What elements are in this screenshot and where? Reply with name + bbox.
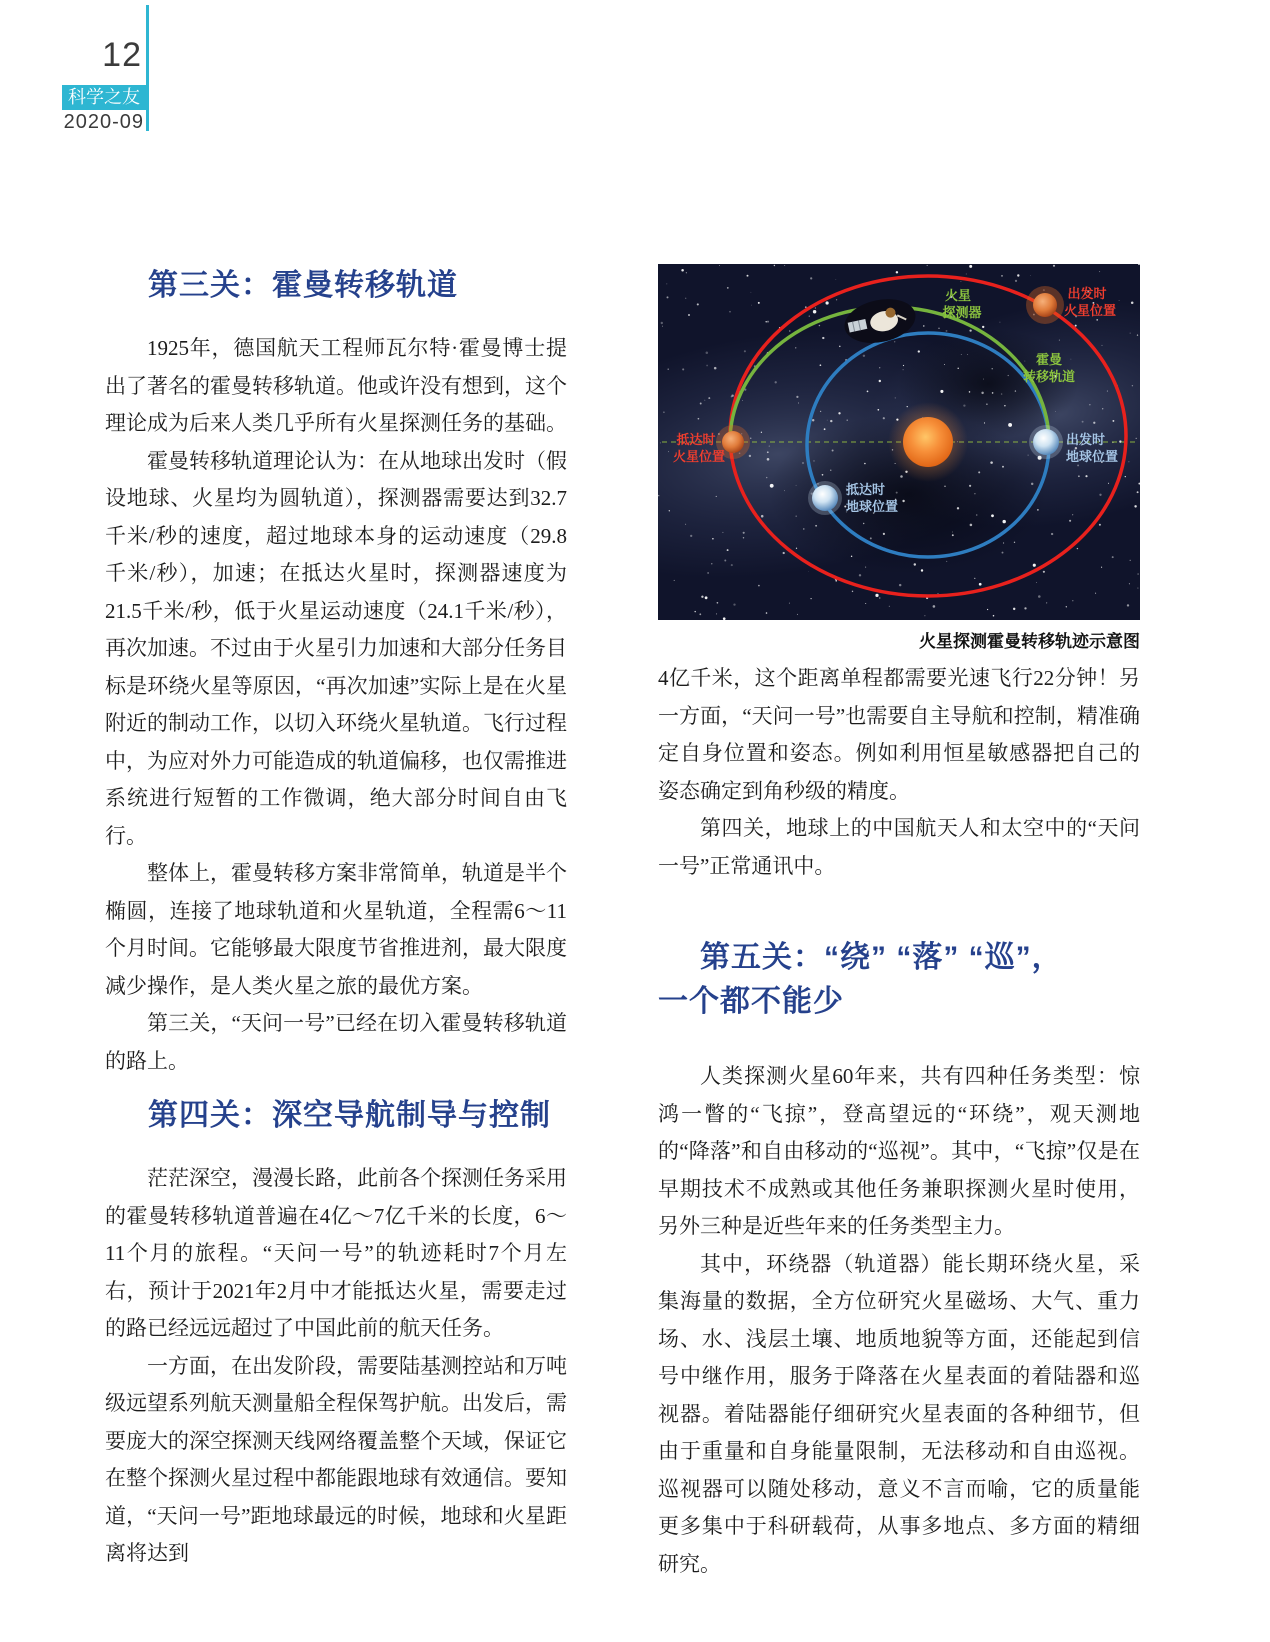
orbit-diagram-svg [658, 264, 1140, 620]
paragraph: 整体上，霍曼转移方案非常简单，轨道是半个椭圆，连接了地球轨道和火星轨道，全程需6～11个月时间。它能够最大限度节省推进剂，最大限度减少操作，是人类火星之旅的最优方案。 [105, 861, 567, 998]
section-4-heading: 第四关：深空导航制导与控制 [148, 1099, 551, 1132]
earth-departure-label: 出发时 [1066, 432, 1106, 447]
mars-arrival-label: 抵达时 [676, 432, 716, 447]
mars-at-arrival [722, 431, 744, 453]
paragraph: 茫茫深空，漫漫长路，此前各个探测任务采用的霍曼转移轨道普遍在4亿～7亿千米的长度，6～11个月的旅程。“天问一号”的轨迹耗时7个月左右，预计于2021年2月中才能抵达火星，需要走过的路已经远远超过了中国此前的航天任务。 [105, 1166, 567, 1340]
orbit-diagram-figure [658, 264, 1140, 620]
paragraph: 1925年，德国航天工程师瓦尔特·霍曼博士提出了著名的霍曼转移轨道。他或许没有想到，这个理论成为后来人类几乎所有火星探测任务的基础。 [105, 336, 567, 435]
masthead-rule [146, 5, 149, 131]
section-5-heading-line1: 第五关：“绕” “落” “巡”， [700, 941, 1063, 974]
probe-label: 探测器 [942, 305, 982, 320]
figure-caption: 火星探测霍曼转移轨迹示意图 [919, 632, 1140, 651]
earth-arrival-label: 抵达时 [846, 482, 886, 497]
paragraph: 一方面，在出发阶段，需要陆基测控站和万吨级远望系列航天测量船全程保驾护航。出发后，需要庞大的深空探测天线网络覆盖整个天域，保证它在整个探测火星过程中都能跟地球有效通信。要知道，“天问一号”距地球最远的时候，地球和火星距离将达到 [105, 1353, 567, 1565]
issue-number: 2020-09 [63, 111, 144, 133]
mars-departure-label: 火星位置 [1063, 303, 1117, 318]
paragraph: 第四关，地球上的中国航天人和太空中的“天问一号”正常通讯中。 [658, 816, 1140, 878]
paragraph: 霍曼转移轨道理论认为：在从地球出发时（假设地球、火星均为圆轨道），探测器需要达到32.7千米/秒的速度，超过地球本身的运动速度（29.8千米/秒），加速；在抵达火星时，探测器速度为21.5千米/秒，低于火星运动速度（24.1千米/秒），再次加速。不过由于火星引力加速和大部分任务目标是环绕火星等原因，“再次加速”实际上是在火星附近的制动工作，以切入环绕火星轨道。飞行过程中，为应对外力可能造成的轨道偏移，也仅需推进系统进行短暂的工作微调，绝大部分时间自由飞行。 [105, 448, 567, 848]
earth-departure-label: 地球位置 [1066, 449, 1119, 464]
paragraph: 其中，环绕器（轨道器）能长期环绕火星，采集海量的数据，全方位研究火星磁场、大气、重力场、水、浅层土壤、地质地貌等方面，还能起到信号中继作用，服务于降落在火星表面的着陆器和巡视器。着陆器能仔细研究火星表面的各种细节，但由于重量和自身能量限制，无法移动和自由巡视。巡视器可以随处移动，意义不言而喻，它的质量能更多集中于科研载荷，从事多地点、多方面的精细研究。 [658, 1251, 1140, 1576]
section-3-body [105, 330, 567, 1080]
page-number: 12 [102, 36, 142, 74]
paragraph: 4亿千米，这个距离单程都需要光速飞行22分钟！另一方面，“天问一号”也需要自主导航和控制，精准确定自身位置和姿态。例如利用恒星敏感器把自己的姿态确定到角秒级的精度。 [658, 666, 1140, 803]
earth-at-arrival [812, 485, 838, 511]
magazine-name-badge: 科学之友 [62, 85, 146, 110]
section-3-heading: 第三关：霍曼转移轨道 [148, 269, 458, 302]
section-5-heading [658, 936, 1140, 1024]
hohmann-orbit-label: 转移轨道 [1022, 369, 1076, 384]
paragraph: 第三关，“天问一号”已经在切入霍曼转移轨道的路上。 [105, 1011, 567, 1073]
earth-at-departure [1033, 429, 1059, 455]
hohmann-orbit-label: 霍曼 [1035, 352, 1063, 367]
probe-label: 火星 [944, 288, 972, 303]
mars-at-departure [1033, 293, 1057, 317]
mars-departure-label: 出发时 [1067, 286, 1107, 301]
section-5-body [658, 1058, 1140, 1583]
section-4-body [105, 1160, 567, 1573]
section-5-heading-line2: 一个都不能少 [658, 985, 844, 1018]
section-4-continued-body [658, 660, 1140, 885]
sun [903, 417, 953, 467]
earth-arrival-label: 地球位置 [846, 499, 899, 514]
mars-arrival-label: 火星位置 [672, 449, 726, 464]
paragraph: 人类探测火星60年来，共有四种任务类型：惊鸿一瞥的“飞掠”，登高望远的“环绕”，观天测地的“降落”和自由移动的“巡视”。其中，“飞掠”仅是在早期技术不成熟或其他任务兼职探测火星时使用，另外三种是近些年来的任务类型主力。 [658, 1064, 1140, 1238]
